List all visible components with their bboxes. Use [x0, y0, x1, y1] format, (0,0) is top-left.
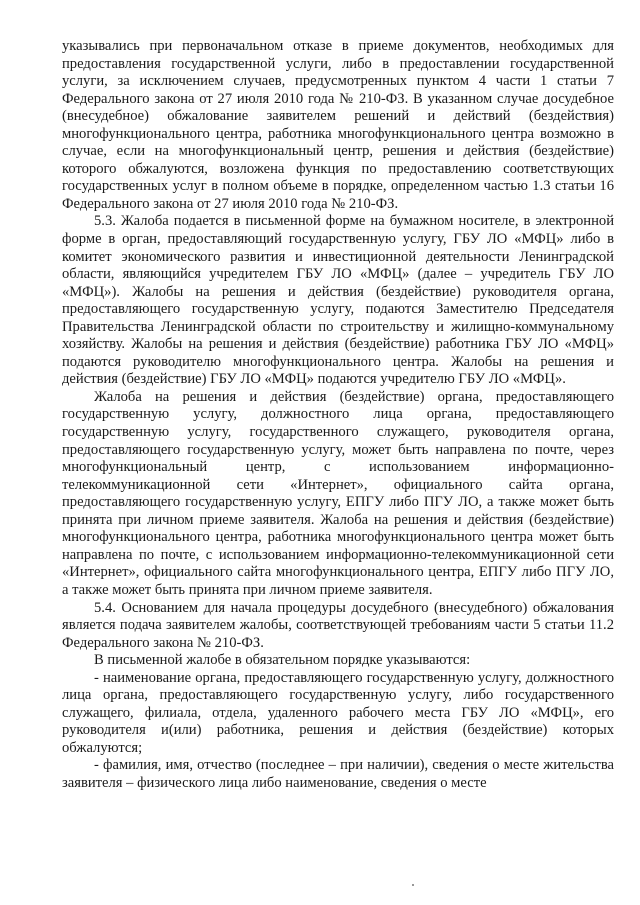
paragraph-complaint-channels: Жалоба на решения и действия (бездействие) органа, предоставляющего государственную услугу, должностного лица органа, предоставляющего государственную услугу, государственного служащего, руководителя органа, предоставляющего государственную услугу, может быть направлена по почте, через многофункциональный центр, с использованием информационно-телекоммуникационной сети «Интернет», официального сайта органа, предоставляющего государственную услугу, ЕПГУ либо ПГУ ЛО, а также может быть принята при личном приеме заявителя. Жалоба на решения и действия (бездействие) многофункционального центра, работника многофункционального центра может быть направлена по почте, с использованием информационно-телекоммуникационной сети «Интернет», официального сайта многофункционального центра, ЕПГУ либо ПГУ ЛО, а также может быть принята при личном приеме заявителя. [62, 388, 614, 598]
document-page [62, 38, 614, 793]
list-item-applicant-name: - фамилия, имя, отчество (последнее – при наличии), сведения о месте жительства заявителя – физического лица либо наименование, сведения о месте [62, 757, 614, 791]
list-item-organ-name: - наименование органа, предоставляющего государственную услугу, должностного лица органа, предоставляющего государственную услугу, либо государственного служащего, филиала, отдела, удаленного рабочего места ГБУ ЛО «МФЦ», его руководителя и(или) работника, решения и действия (бездействие) которых обжалуются; [62, 669, 614, 756]
scan-speck [412, 884, 414, 886]
paragraph-5-3: 5.3. Жалоба подается в письменной форме на бумажном носителе, в электронной форме в орган, предоставляющий государственную услугу, ГБУ ЛО «МФЦ» либо в комитет экономического развития и инвестиционной деятельности Ленинградской области, являющийся учредителем ГБУ ЛО «МФЦ» (далее – учредитель ГБУ ЛО «МФЦ»). Жалобы на решения и действия (бездействие) руководителя органа, предоставляющего государственную услугу, подаются Заместителю Председателя Правительства Ленинградской области по строительству и жилищно-коммунальному хозяйству. Жалобы на решения и действия (бездействие) работника ГБУ ЛО «МФЦ» подаются руководителю многофункционального центра. Жалобы на решения и действия (бездействие) ГБУ ЛО «МФЦ» подаются учредителю ГБУ ЛО «МФЦ». [62, 213, 614, 388]
paragraph-written-complaint-intro: В письменной жалобе в обязательном порядке указываются: [94, 652, 471, 669]
paragraph-5-4: 5.4. Основанием для начала процедуры досудебного (внесудебного) обжалования является подача заявителем жалобы, соответствующей требованиям части 5 статьи 11.2 Федерального закона № 210-ФЗ. [62, 599, 614, 651]
paragraph-continuation: указывались при первоначальном отказе в приеме документов, необходимых для предоставления государственной услуги, либо в предоставлении государственной услуги, за исключением случаев, предусмотренных пунктом 4 части 1 статьи 7 Федерального закона от 27 июля 2010 года № 210-ФЗ. В указанном случае досудебное (внесудебное) обжалование заявителем решений и действий (бездействия) многофункционального центра, работника многофункционального центра возможно в случае, если на многофункциональный центр, решения и действия (бездействие) которого обжалуются, возложена функция по предоставлению соответствующих государственных услуг в полном объеме в порядке, определенном частью 1.3 статьи 16 Федерального закона от 27 июля 2010 года № 210-ФЗ. [62, 38, 614, 212]
